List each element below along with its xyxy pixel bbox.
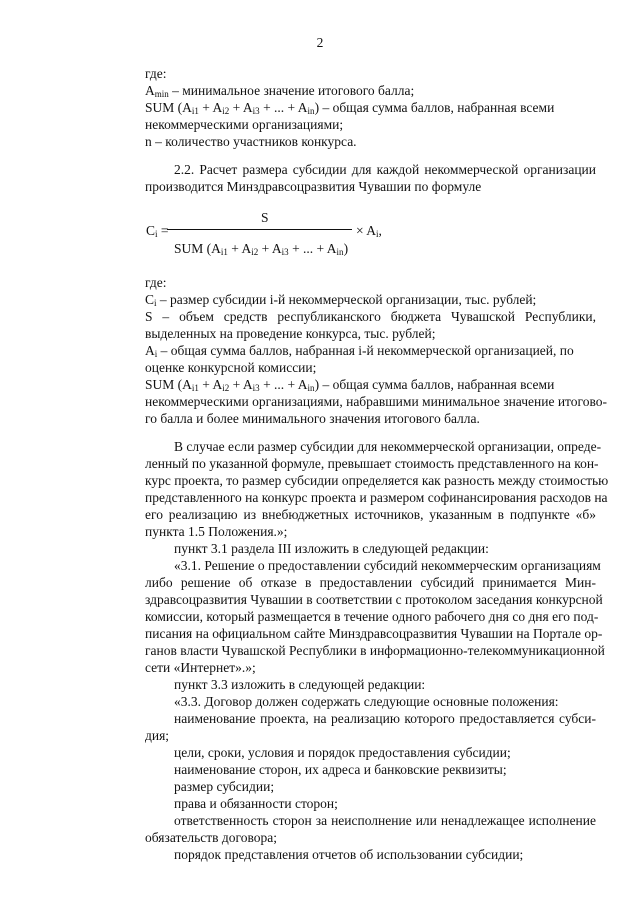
item-3-3-list-line: размер субсидии; [174, 779, 275, 794]
sum-word: SUM [145, 100, 175, 115]
ai-definition-line-1 [145, 342, 596, 359]
where-label-2: где: [145, 275, 167, 290]
item-3-1-line: «3.1. Решение о предоставлении субсидий некоммерческим организациям [174, 558, 601, 573]
dots: + ... + [259, 377, 298, 392]
sub-i: i [154, 349, 158, 359]
equals: = [157, 223, 169, 238]
plus: + [258, 241, 272, 256]
case-paragraph-line: ленный по указанной формуле, превышает стоимость представленного на кон- [145, 456, 599, 471]
item-3-3-lead: «3.3. Договор должен содержать следующие основные положения: [174, 694, 559, 709]
sum-definition-2-line-1 [145, 376, 596, 393]
plus: + [227, 241, 242, 256]
plus: + [198, 100, 213, 115]
sum-open: (A [177, 377, 192, 392]
case-paragraph-line: его реализацию из внебюджетных источников, указанным в подпункте «б» [145, 507, 596, 522]
sum-close: ) [314, 377, 320, 392]
sub-i3: i3 [252, 106, 260, 116]
sum-close: ) [343, 241, 349, 256]
item-3-3-list-line: цели, сроки, условия и порядок предоставления субсидии; [174, 745, 511, 760]
sub-in: in [307, 106, 315, 116]
dots: + ... + [259, 100, 298, 115]
sub-in: in [336, 247, 344, 257]
ai-text: – общая сумма баллов, набранная i-й некоммерческой организацией, по [157, 343, 574, 358]
sub-i3: i3 [252, 383, 260, 393]
item-3-3-list-line: ответственность сторон за неисполнение или ненадлежащее исполнение [174, 813, 596, 828]
sym-a: A [241, 241, 252, 256]
item-3-3-list-line: права и обязанности сторон; [174, 796, 338, 811]
case-paragraph-line: В случае если размер субсидии для некоммерческой организации, опреде- [174, 439, 602, 454]
sum-text: – общая сумма баллов, набранная всеми [319, 377, 555, 392]
sum-open: (A [177, 100, 192, 115]
item-3-1-line: либо решение об отказе в предоставлении субсидий принимается Мин- [145, 575, 596, 590]
sub-i: i [155, 229, 158, 239]
case-paragraph-line: представленного на конкурс проекта и размером софинансирования расходов на [145, 490, 608, 505]
item-3-3-list-line: наименование сторон, их адреса и банковские реквизиты; [174, 762, 507, 777]
item-3-1-line: здравсоцразвития Чувашии в соответствии с протоколом заседания конкурсной [145, 592, 603, 607]
plus: + [229, 377, 243, 392]
plus: + [229, 100, 243, 115]
ci-text: – размер субсидии i-й некоммерческой организации, тыс. рублей; [156, 292, 537, 307]
item-3-3-list-line: наименование проекта, на реализацию которого предоставляется субси- [174, 711, 596, 726]
section-2-2-line-1: 2.2. Расчет размера субсидии для каждой некоммерческой организации [174, 162, 596, 177]
sym-a: A [212, 100, 223, 115]
ai-definition-line-2: оценке конкурсной комиссии; [145, 360, 317, 375]
sym-a: A [242, 100, 253, 115]
formula-multiplier [356, 222, 382, 239]
case-paragraph-line: курс проекта, то размер субсидии определяется как разность между стоимостью [145, 473, 609, 488]
sum-word: SUM [145, 377, 175, 392]
case-paragraph-line: пункта 1.5 Положения.»; [145, 524, 288, 539]
dots: + ... + [288, 241, 327, 256]
sub-i3: i3 [281, 247, 289, 257]
sym-a: A [212, 377, 223, 392]
ai-symbol: A [145, 343, 155, 358]
sym-a: A [271, 241, 282, 256]
sub-i2: i2 [222, 383, 230, 393]
sum-open: (A [206, 241, 221, 256]
page-number: 2 [316, 35, 324, 50]
sym-a: A [297, 377, 308, 392]
item-3-1-line: сети «Интернет».»; [145, 660, 256, 675]
amin-subscript: min [154, 89, 169, 99]
lhs-c: C [146, 223, 156, 238]
ci-definition [145, 291, 596, 308]
sum-word: SUM [174, 241, 204, 256]
sym-a: A [297, 100, 308, 115]
sum-close: ) [314, 100, 320, 115]
formula-denominator [174, 240, 348, 257]
ci-symbol: C [145, 292, 155, 307]
item-3-3-intro: пункт 3.3 изложить в следующей редакции: [174, 677, 426, 692]
sum-definition-2-line-2: некоммерческими организациями, набравшими минимальное значение итогово- [145, 394, 608, 409]
times-a: × A [356, 223, 376, 238]
sub-i: i [376, 229, 379, 239]
section-2-2-line-2: производится Минздравсоцразвития Чувашии по формуле [145, 179, 482, 194]
sub-i1: i1 [191, 383, 199, 393]
sum-definition-2-line-3: го балла и более минимального значения итогового балла. [145, 411, 480, 426]
s-definition-line-2: выделенных на проведение конкурса, тыс. рублей; [145, 326, 436, 341]
sub-in: in [307, 383, 315, 393]
item-3-1-line: комиссии, который размещается в течение одного рабочего дня со дня его под- [145, 609, 599, 624]
plus: + [198, 377, 213, 392]
item-3-3-list-line: порядок представления отчетов об использовании субсидии; [174, 847, 524, 862]
sum-definition-line-2: некоммерческими организациями; [145, 117, 344, 132]
fraction-bar [167, 229, 352, 230]
amin-text: – минимальное значение итогового балла; [168, 83, 415, 98]
sub-i: i [154, 298, 157, 308]
sum-text: – общая сумма баллов, набранная всеми [319, 100, 555, 115]
formula-numerator: S [261, 210, 269, 225]
where-label: где: [145, 66, 167, 81]
amin-symbol: A [145, 83, 155, 98]
item-3-1-line: ганов власти Чувашской Республики в информационно-телекоммуникационной [145, 643, 605, 658]
item-3-1-intro: пункт 3.1 раздела III изложить в следующей редакции: [174, 541, 489, 556]
sym-a: A [242, 377, 253, 392]
item-3-1-line: писания на официальном сайте Минздравсоцразвития Чувашии на Портале ор- [145, 626, 603, 641]
sub-i2: i2 [222, 106, 230, 116]
sym-a: A [326, 241, 337, 256]
sub-i2: i2 [251, 247, 259, 257]
n-definition: n – количество участников конкурса. [145, 134, 357, 149]
item-3-3-list-line: обязательств договора; [145, 830, 277, 845]
formula-lhs [146, 222, 169, 239]
sub-i1: i1 [220, 247, 228, 257]
item-3-3-list-line: дия; [145, 728, 170, 743]
sub-i1: i1 [191, 106, 199, 116]
formula-comma: , [378, 223, 382, 238]
s-definition-line-1: S – объем средств республиканского бюджета Чувашской Республики, [145, 309, 596, 324]
